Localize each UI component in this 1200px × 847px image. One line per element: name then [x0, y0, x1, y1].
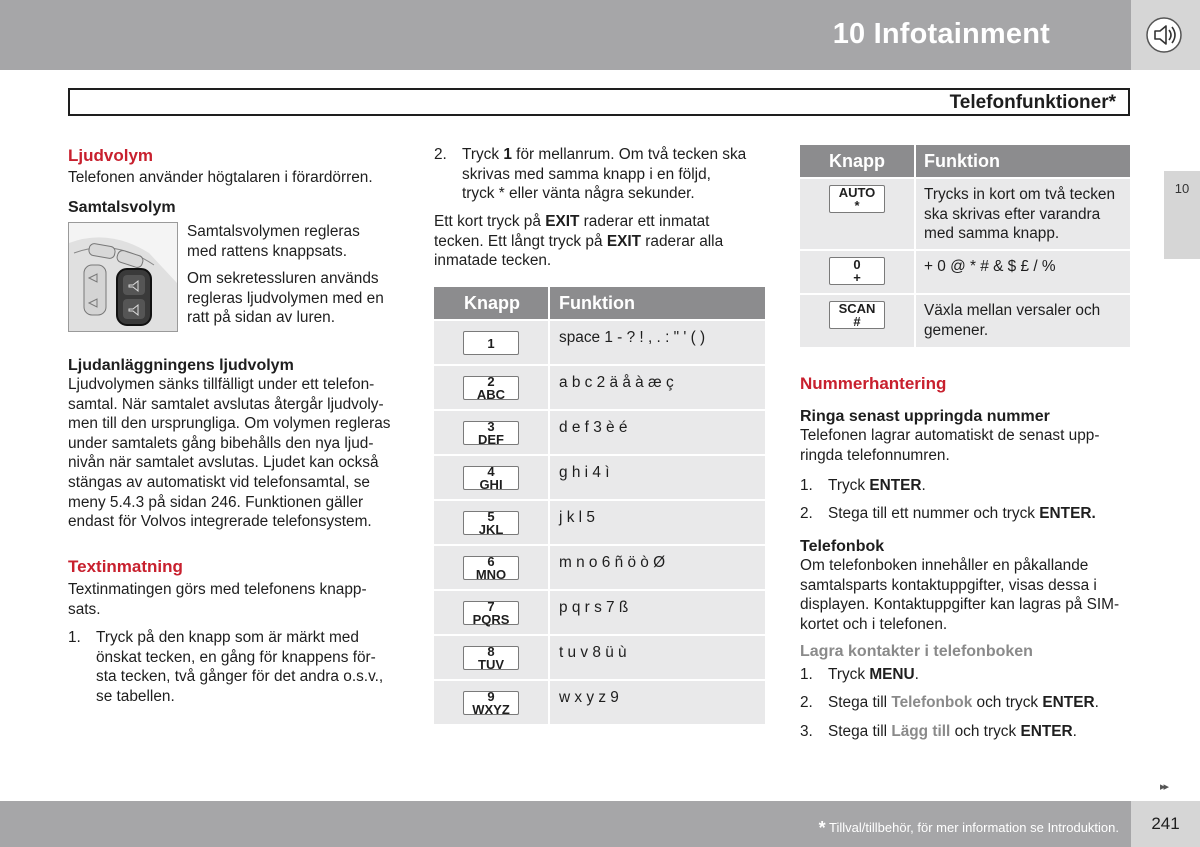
keypad-key-button — [463, 421, 519, 445]
ringa-step-2-number: 2. — [800, 505, 813, 522]
section-title-box — [68, 88, 1130, 116]
keypad-table-row — [434, 546, 765, 589]
keypad-function-cell: g h i 4 ì — [559, 464, 610, 481]
step-2-line-1-pre: Tryck — [462, 146, 504, 163]
keypad-key-cell — [434, 366, 548, 409]
samtalsvolym-text — [187, 222, 407, 328]
textinmatning-heading: Textinmatning — [68, 557, 183, 576]
lagra-step-3 — [800, 722, 1140, 742]
special-function-line: med samma knapp. — [924, 225, 1060, 243]
exit-line-2 — [434, 232, 774, 252]
lagra-step-3-pre: Stega till — [828, 723, 892, 740]
step-2-line-1 — [462, 145, 746, 165]
keypad-function-cell: p q r s 7 ß — [559, 599, 629, 616]
ringa-step-2-text — [828, 504, 1096, 524]
special-header-funktion: Funktion — [924, 150, 1000, 171]
steering-keypad-illustration — [69, 223, 177, 331]
keypad-key-cell — [434, 591, 548, 634]
keypad-table-row — [434, 456, 765, 499]
ringa-step-1-pre: Tryck — [828, 477, 870, 494]
keypad-key-button — [463, 691, 519, 715]
next-page-arrow-icon: ▸▸ — [1160, 781, 1168, 793]
lagra-step-1-number: 1. — [800, 666, 813, 683]
lagra-step-3-mid: och tryck — [950, 723, 1021, 740]
exit-key-1: EXIT — [545, 213, 580, 230]
special-function-line: Trycks in kort om två tecken — [924, 186, 1116, 203]
special-key-label: AUTO — [838, 185, 876, 200]
ljudanlaggning-line-5: nivån när samtalet avslutas. Ljudet kan också — [68, 454, 379, 472]
step-2-line-1-bold: 1 — [503, 146, 512, 163]
keypad-key-number: 7 — [487, 599, 495, 614]
special-function-line: ska skrivas efter varandra — [924, 205, 1101, 223]
keypad-table-row — [434, 591, 765, 634]
telefonbok-line-1: Om telefonboken innehåller en påkallande — [800, 557, 1089, 574]
exit-line-2-pre: tecken. Ett långt tryck på — [434, 232, 607, 250]
keypad-function-cell: d e f 3 è é — [559, 419, 628, 436]
keypad-function-cell: a b c 2 ä å à æ ç — [559, 374, 674, 391]
lagra-step-2-post: . — [1094, 694, 1099, 711]
lagra-step-2-pre: Stega till — [828, 694, 892, 711]
keypad-table — [434, 287, 765, 727]
keypad-key-number: 2 — [487, 374, 495, 389]
keypad-key-cell — [434, 321, 548, 364]
ljudanlaggning-line-1: Ljudvolymen sänks tillfälligt under ett telefon- — [68, 376, 375, 393]
samtalsvolym-heading: Samtalsvolym — [68, 198, 176, 216]
keypad-key-letters: JKL — [478, 522, 504, 537]
keypad-key-letters: WXYZ — [472, 702, 510, 717]
side-tab-label: 10 — [1174, 181, 1190, 196]
exit-line-3: inmatade tecken. — [434, 252, 552, 270]
telefonbok-line-4: kortet och i telefonen. — [800, 615, 948, 633]
footer-star: * — [818, 818, 826, 838]
step-2-line-3: tryck * eller vänta några sekunder. — [462, 185, 695, 203]
keypad-function-cell: j k l 5 — [559, 509, 595, 526]
lagra-step-2-mid: och tryck — [972, 694, 1043, 711]
keypad-table-row — [434, 321, 765, 364]
keypad-key-number: 9 — [487, 689, 495, 704]
lagra-step-1-pre: Tryck — [828, 666, 870, 683]
textinmatning-line-2: sats. — [68, 600, 101, 618]
ljudvolym-heading: Ljudvolym — [68, 146, 154, 165]
chapter-title: 10 Infotainment — [832, 18, 1050, 50]
special-key-label: 0 — [853, 257, 861, 272]
lagra-step-3-post: . — [1072, 723, 1077, 740]
lagra-step-1-text — [828, 665, 919, 685]
special-key-cell — [800, 295, 914, 347]
keypad-function-cell: w x y z 9 — [559, 689, 619, 706]
footer-note-text: Tillval/tillbehör, för mer information se Introduktion. — [825, 820, 1119, 835]
textinmatning-block — [68, 557, 413, 619]
keypad-function-cell: m n o 6 ñ ö ò Ø — [559, 554, 666, 571]
keypad-key-button — [463, 331, 519, 355]
keypad-key-number: 4 — [487, 464, 495, 479]
ljudanlaggning-heading: Ljudanläggningens ljudvolym — [68, 357, 294, 374]
keypad-table-row — [434, 366, 765, 409]
chapter-icon-box — [1131, 0, 1200, 70]
ringa-step-1-post: . — [921, 477, 926, 494]
textinmatning-step-1 — [68, 628, 413, 708]
keypad-key-button — [463, 556, 519, 580]
exit-line-1-post: raderar ett inmatat — [579, 213, 710, 230]
special-key-button — [829, 257, 885, 285]
steering-wheel-keypad-image — [68, 222, 178, 332]
telefonbok-line-3: displayen. Kontaktuppgifter kan lagras på SIM- — [800, 596, 1120, 614]
ringa-line-2: ringda telefonnumren. — [800, 446, 950, 464]
special-function-line: Växla mellan versaler och — [924, 302, 1101, 319]
nummerhantering-block — [800, 374, 1140, 465]
ringa-step-2-pre: Stega till ett nummer och tryck — [828, 505, 1040, 522]
chapter-side-tab — [1164, 171, 1200, 259]
exit-key-2: EXIT — [606, 232, 642, 250]
special-keys-row — [800, 251, 1130, 293]
page-number: 241 — [1151, 814, 1180, 833]
speaker-icon — [1146, 17, 1182, 53]
special-function-line: gemener. — [924, 321, 989, 339]
keypad-key-button — [463, 601, 519, 625]
lagra-step-3-number: 3. — [800, 723, 813, 740]
keypad-key-button — [463, 646, 519, 670]
keypad-header-knapp: Knapp — [464, 292, 520, 313]
page-number-box — [1131, 801, 1200, 847]
ringa-step-1-number: 1. — [800, 477, 813, 494]
ringa-step-1-text — [828, 476, 926, 496]
telefonbok-block — [800, 537, 1140, 661]
ringa-step-1 — [800, 476, 1140, 496]
keypad-table-header — [434, 287, 765, 319]
ljudvolym-text: Telefonen använder högtalaren i förardörren. — [68, 169, 373, 186]
textinmatning-line-1: Textinmatingen görs med telefonens knapp- — [68, 581, 367, 598]
special-keys-row — [800, 179, 1130, 249]
special-function-line: + 0 @ * # & $ £ / % — [924, 258, 1056, 275]
keypad-table-row — [434, 411, 765, 454]
keypad-table-row — [434, 636, 765, 679]
keypad-key-button — [463, 511, 519, 535]
keypad-table-row — [434, 501, 765, 544]
keypad-key-cell — [434, 681, 548, 724]
step-1-number: 1. — [68, 629, 81, 646]
keypad-function-cell: t u v 8 ü ù — [559, 644, 627, 661]
keypad-key-cell — [434, 501, 548, 544]
keypad-key-number: 5 — [487, 509, 495, 524]
ljudanlaggning-line-7: meny 5.4.3 på sidan 246. Funktionen gäller — [68, 493, 364, 511]
keypad-key-letters: DEF — [478, 432, 504, 447]
step-1-line-3: sta tecken, två gånger för det andra o.s.v., — [96, 668, 384, 686]
keypad-key-number: 6 — [487, 554, 495, 569]
ljudanlaggning-line-8: endast för Volvos integrerade telefonsystem. — [68, 513, 372, 531]
step-1-line-4: se tabellen. — [96, 687, 175, 705]
lagra-step-3-menu-ref: Lägg till — [891, 723, 951, 740]
keypad-table-row — [434, 681, 765, 724]
nummerhantering-heading: Nummerhantering — [800, 374, 947, 393]
telefonbok-heading: Telefonbok — [800, 538, 885, 555]
keypad-key-letters: TUV — [478, 657, 504, 672]
keypad-key-number: 3 — [487, 419, 495, 434]
keypad-header-funktion: Funktion — [559, 292, 635, 313]
lagra-step-2-menu-ref: Telefonbok — [891, 694, 973, 711]
lagra-step-3-bold: ENTER — [1020, 723, 1073, 740]
step-2-line-1-post: för mellanrum. Om två tecken ska — [511, 146, 747, 163]
left-column — [68, 146, 408, 217]
keypad-key-letters: GHI — [479, 477, 503, 492]
exit-paragraph — [434, 212, 774, 271]
special-keys-table — [800, 145, 1130, 347]
step-2-line-2: skrivas med samma knapp i en följd, — [462, 165, 711, 183]
ljudanlaggning-line-4: under samtalets gång bibehålls den nya ljud- — [68, 434, 374, 452]
special-keys-header — [800, 145, 1130, 177]
lagra-step-1 — [800, 665, 1140, 685]
footer-bar — [0, 801, 1131, 847]
samtalsvolym-line-1: Samtalsvolymen regleras — [187, 223, 360, 240]
exit-line-1-pre: Ett kort tryck på — [434, 213, 546, 230]
special-function-cell — [916, 179, 1130, 249]
ljudanlaggning-line-2: samtal. När samtalet avslutas återgår ljudvoly- — [68, 395, 384, 413]
ringa-step-1-bold: ENTER — [869, 477, 922, 494]
special-header-knapp: Knapp — [829, 150, 885, 171]
ljudanlaggning-block — [68, 356, 413, 532]
ringa-step-2 — [800, 504, 1140, 524]
telefonbok-line-2: samtalsparts kontaktuppgifter, visas dessa i — [800, 576, 1097, 594]
step-1-line-1: Tryck på den knapp som är märkt med — [96, 629, 359, 646]
samtalsvolym-line-2: med rattens knappsats. — [187, 242, 347, 260]
lagra-step-2 — [800, 693, 1140, 713]
lagra-step-2-number: 2. — [800, 694, 813, 711]
keypad-key-cell — [434, 636, 548, 679]
keypad-key-button — [463, 466, 519, 490]
textinmatning-step-2 — [434, 145, 774, 207]
keypad-key-button — [463, 376, 519, 400]
lagra-step-1-bold: MENU — [869, 666, 915, 683]
lagra-step-2-bold: ENTER — [1042, 694, 1095, 711]
exit-line-1 — [434, 212, 774, 232]
special-key-button — [829, 185, 885, 213]
special-keys-row — [800, 295, 1130, 347]
footer-note — [819, 818, 1119, 839]
keypad-key-letters: PQRS — [472, 612, 510, 627]
sekretess-line-3: ratt på sidan av luren. — [187, 309, 336, 327]
sekretess-line-2: regleras ljudvolymen med en — [187, 289, 384, 307]
keypad-key-number: 1 — [487, 335, 495, 351]
lagra-step-1-post: . — [914, 666, 919, 683]
ringa-step-2-bold: ENTER. — [1039, 505, 1096, 522]
exit-line-2-post: raderar alla — [641, 232, 724, 250]
header-bar — [0, 0, 1131, 70]
sekretess-line-1: Om sekretessluren används — [187, 270, 379, 288]
special-key-label: SCAN — [838, 301, 876, 316]
ljudanlaggning-line-6: stängas av automatiskt vid telefonsamtal, se — [68, 473, 370, 491]
special-key-symbol: + — [853, 270, 861, 285]
lagra-step-2-text — [828, 693, 1099, 713]
special-function-cell — [916, 295, 1130, 347]
ringa-heading: Ringa senast uppringda nummer — [800, 408, 1050, 425]
step-1-line-2: önskat tecken, en gång för knappens för- — [96, 648, 376, 666]
keypad-key-letters: MNO — [475, 567, 507, 582]
ringa-line-1: Telefonen lagrar automatiskt de senast upp- — [800, 427, 1100, 444]
step-2-number: 2. — [434, 146, 447, 163]
lagra-step-3-text — [828, 722, 1077, 742]
special-key-cell — [800, 251, 914, 293]
special-key-cell — [800, 179, 914, 249]
lagra-heading: Lagra kontakter i telefonboken — [800, 643, 1033, 661]
special-key-button — [829, 301, 885, 329]
keypad-key-cell — [434, 411, 548, 454]
keypad-key-number: 8 — [487, 644, 495, 659]
keypad-function-cell: space 1 - ? ! , . : " ' ( ) — [559, 329, 706, 346]
special-key-symbol: # — [853, 314, 861, 329]
special-key-symbol: * — [854, 198, 860, 213]
keypad-key-cell — [434, 546, 548, 589]
keypad-key-cell — [434, 456, 548, 499]
keypad-key-letters: ABC — [476, 387, 506, 402]
section-title: Telefonfunktioner* — [949, 92, 1116, 113]
ljudanlaggning-line-3: men till den ursprungliga. Om volymen regleras — [68, 415, 391, 433]
special-function-cell — [916, 251, 1130, 293]
